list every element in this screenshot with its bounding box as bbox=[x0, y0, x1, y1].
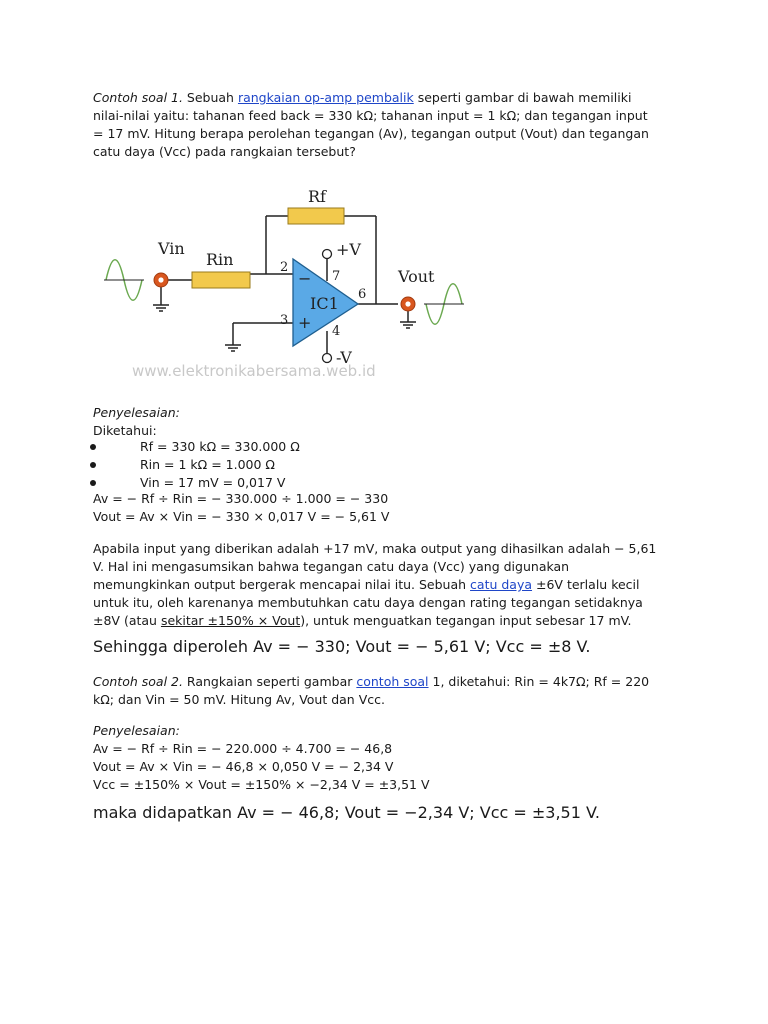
solution1-label: Penyelesaian: bbox=[93, 405, 180, 420]
vout-calc-2: Vout = Av × Vin = − 46,8 × 0,050 V = − 2,34 V bbox=[93, 759, 394, 774]
solution1-calc bbox=[93, 490, 683, 526]
av-calc-1: Av = − Rf ÷ Rin = − 330.000 ÷ 1.000 = − 330 bbox=[93, 491, 389, 506]
pin2-label: 2 bbox=[280, 260, 289, 275]
av-calc-2: Av = − Rf ÷ Rin = − 220.000 ÷ 4.700 = − 46,8 bbox=[93, 741, 393, 756]
known-values-list bbox=[93, 438, 300, 492]
rf-label: Rf bbox=[308, 187, 326, 206]
op-amp-circuit-diagram bbox=[98, 183, 468, 383]
example1-line1: Contoh soal 1. Sebuah rangkaian op-amp pembalik seperti gambar di bawah memiliki bbox=[93, 90, 632, 105]
list-item: Rf = 330 kΩ = 330.000 Ω bbox=[93, 438, 300, 456]
watermark: www.elektronikabersama.web.id bbox=[132, 362, 376, 380]
known-label: Diketahui: bbox=[93, 423, 157, 438]
link-contoh-soal[interactable]: contoh soal bbox=[356, 674, 429, 689]
link-op-amp-pembalik[interactable]: rangkaian op-amp pembalik bbox=[237, 90, 414, 105]
explanation-paragraph: Apabila input yang diberikan adalah +17 mV, maka output yang dihasilkan adalah − 5,61 V. Hal ini mengasumsikan bahwa tegangan catu daya (Vcc) yang digunakan memungkinkan output bergerak mencapai nilai itu. Sebuah catu daya ±6V terlalu kecil untuk itu, oleh karenanya membutuhkan catu daya dengan rating tegangan setidaknya ±8V (atau sekitar ±150% × Vout), untuk menguatkan tegangan input sebesar 17 mV. bbox=[93, 541, 657, 628]
example1-line4: catu daya (Vcc) pada rangkaian tersebut? bbox=[93, 144, 356, 159]
result2-heading: maka didapatkan Av = − 46,8; Vout = −2,34 V; Vcc = ±3,51 V. bbox=[93, 803, 600, 822]
pin7-label: 7 bbox=[332, 269, 341, 284]
minus-v-label: -V bbox=[336, 348, 352, 367]
inverting-sign: − bbox=[298, 269, 312, 288]
plus-v-label: +V bbox=[336, 240, 361, 259]
solution2-label: Penyelesaian: bbox=[93, 723, 180, 738]
ic1-label: IC1 bbox=[310, 294, 339, 313]
link-catu-daya[interactable]: catu daya bbox=[470, 577, 533, 592]
example1-line2: nilai-nilai yaitu: tahanan feed back = 330 kΩ; tahanan input = 1 kΩ; dan tegangan input bbox=[93, 108, 648, 123]
list-item: Vin = 17 mV = 0,017 V bbox=[93, 474, 300, 492]
vout-label: Vout bbox=[398, 267, 435, 286]
rf-resistor bbox=[288, 208, 344, 224]
result1-heading: Sehingga diperoleh Av = − 330; Vout = − 5,61 V; Vcc = ±8 V. bbox=[93, 637, 591, 656]
vin-label: Vin bbox=[158, 239, 185, 258]
example2-label: Contoh soal 2. bbox=[93, 674, 183, 689]
example1-label: Contoh soal 1. bbox=[93, 90, 183, 105]
pin4-label: 4 bbox=[332, 324, 341, 339]
vcc-calc-2: Vcc = ±150% × Vout = ±150% × −2,34 V = ±3,51 V bbox=[93, 777, 430, 792]
solution1-header bbox=[93, 404, 683, 440]
list-item: Rin = 1 kΩ = 1.000 Ω bbox=[93, 456, 300, 474]
vout-calc-1: Vout = Av × Vin = − 330 × 0,017 V = − 5,61 V bbox=[93, 509, 390, 524]
plus-v-terminal bbox=[323, 250, 332, 259]
rin-label: Rin bbox=[206, 250, 234, 269]
example2-question: Contoh soal 2. Rangkaian seperti gambar contoh soal 1, diketahui: Rin = 4k7Ω; Rf = 220 kΩ; dan Vin = 50 mV. Hitung Av, Vout dan Vcc. bbox=[93, 674, 650, 707]
underlined-text: sekitar ±150% × Vout bbox=[160, 613, 301, 628]
solution2 bbox=[93, 722, 683, 794]
pin3-label: 3 bbox=[280, 313, 289, 328]
noninverting-sign: + bbox=[298, 313, 312, 332]
pin6-label: 6 bbox=[358, 287, 367, 302]
example1-question bbox=[93, 89, 683, 161]
rin-resistor bbox=[192, 272, 250, 288]
example1-line3: = 17 mV. Hitung berapa perolehan tegangan (Av), tegangan output (Vout) dan tegangan bbox=[93, 126, 649, 141]
ground-symbols bbox=[153, 305, 416, 351]
